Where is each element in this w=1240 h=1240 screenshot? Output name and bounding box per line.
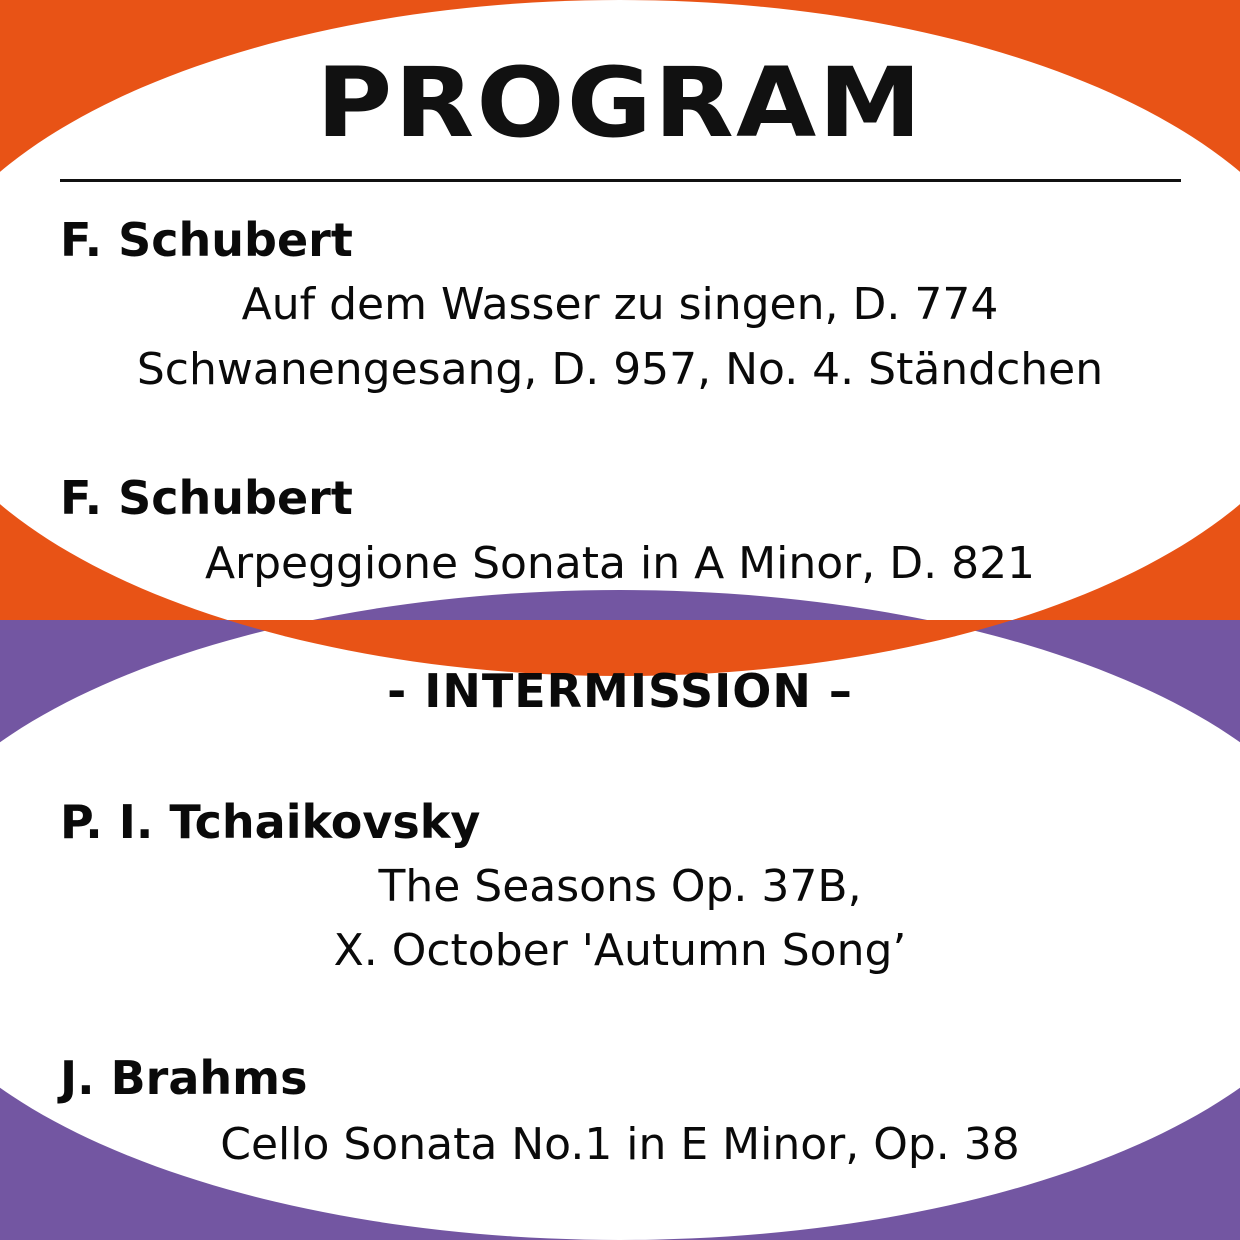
work-october-autumn-song: X. October 'Autumn Song’ [333, 925, 907, 976]
work-cello-sonata: Cello Sonata No.1 in E Minor, Op. 38 [220, 1119, 1020, 1170]
composer-brahms: J. Brahms [60, 1051, 308, 1105]
work-arpeggione-sonata: Arpeggione Sonata in A Minor, D. 821 [204, 538, 1036, 589]
work-the-seasons: The Seasons Op. 37B, [378, 861, 862, 912]
work-schwanengesang: Schwanengesang, D. 957, No. 4. Ständchen [136, 344, 1104, 395]
title-divider [60, 179, 1181, 182]
composer-tchaikovsky: P. I. Tchaikovsky [60, 795, 481, 849]
work-auf-dem-wasser: Auf dem Wasser zu singen, D. 774 [241, 279, 999, 330]
program-title: PROGRAM [316, 47, 924, 159]
composer-schubert-1: F. Schubert [60, 213, 353, 267]
composer-schubert-2: F. Schubert [60, 471, 353, 525]
intermission-label: - INTERMISSION – [387, 664, 853, 718]
